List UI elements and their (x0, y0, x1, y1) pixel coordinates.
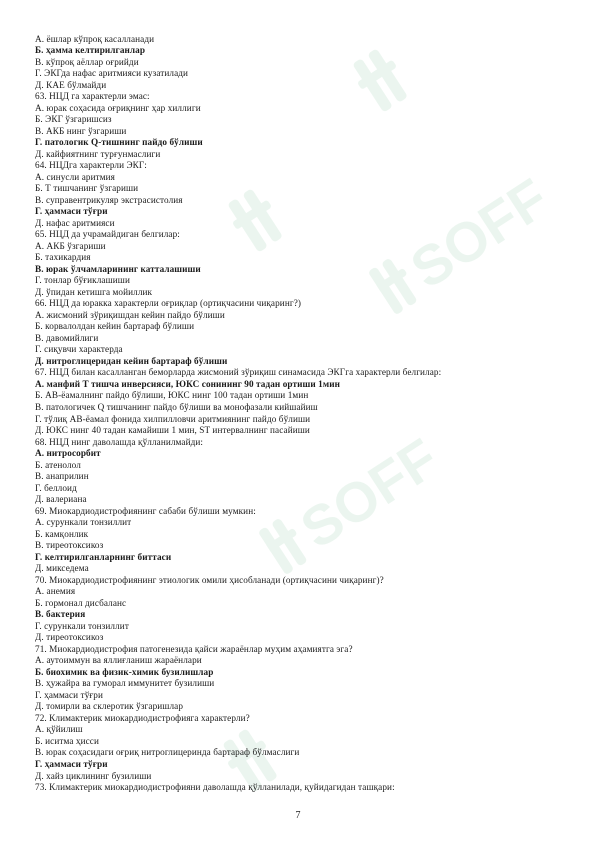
text-line: Д. микседема (35, 563, 89, 574)
answer-line-correct: Г. ҳаммаси тўғри (35, 758, 108, 769)
text-line: Б. иситма ҳисси (35, 735, 100, 746)
text-line: Б. АВ-ёамалнинг пайдо бўлиши, ЮКС нинг 100 тадан ортиши 1мин (35, 390, 309, 401)
text-line: В. ҳужайра ва гуморал иммунитет бузилиши (35, 678, 215, 689)
watermark-text: SOFF (399, 166, 560, 301)
text-line: Г. тонлар бўғиклашиши (35, 275, 130, 286)
text-line: Б. корвалолдан кейин бартараф бўлиши (35, 321, 195, 332)
text-line: 69. Миокардиодистрофиянинг сабаби бўлиши мумкин: (35, 505, 256, 516)
text-line: А. синусли аритмия (35, 171, 115, 182)
text-line: Б. тахикардия (35, 252, 91, 263)
text-line: В. АКБ нинг ўзгариши (35, 125, 127, 136)
text-line: А. ёшлар кўпроқ касалланади (35, 33, 155, 44)
text-line: 66. НЦД да юракка характерли оғриқлар (ортиқчасини чиқаринг?) (35, 298, 302, 309)
text-line: Д. ўпидан кетишга мойиллик (35, 286, 153, 297)
text-line: Д. нафас аритмияси (35, 217, 115, 228)
text-line: Д. КАЕ бўлмайди (35, 79, 107, 90)
answer-line-correct: Б. ҳамма келтирилганлар (35, 45, 146, 56)
text-line: Г. ЭКГда нафас аритмияси кузатилади (35, 68, 189, 79)
text-line: В. суправентрикуляр экстрасистолия (35, 194, 183, 205)
text-line: Д. тиреотоксикоз (35, 632, 104, 643)
answer-line-correct: Г. келтирилганларнинг биттаси (35, 551, 172, 562)
text-line: В. тиреотоксикоз (35, 540, 104, 551)
text-line: В. патологичек Q тишчанинг пайдо бўлиши ва монофазали кийшайиш (35, 402, 318, 412)
text-line: А. жисмоний зўриқишдан кейин пайдо бўлиши (35, 309, 225, 320)
page-number: 7 (295, 810, 301, 821)
watermark-text: SOFF (289, 426, 450, 561)
text-line: Б. ЭКГ ўзгаришсиз (35, 114, 112, 125)
text-line: Г. беллоид (35, 482, 77, 493)
text-line: Д. валериана (35, 494, 87, 505)
text-line: В. юрак соҳасидаги оғриқ нитроглицеринда бартараф бўлмаслиги (35, 747, 300, 758)
answer-line-correct: В. юрак ўлчамларининг катталашиши (35, 263, 201, 274)
text-line: В. давомийлиги (35, 332, 99, 343)
answer-line-correct: Д. нитроглицеридан кейин бартараф бўлиши (35, 355, 228, 366)
text-line: А. қўйилиш (35, 724, 83, 735)
text-line: 72. Климактерик миокардиодистрофияга характерли? (35, 712, 250, 723)
text-line: Д. хайз циклининг бузилиши (35, 770, 152, 781)
text-line: 71. Миокардиодистрофия патогенезида қайси жараёнлар муҳим аҳамиятга эга? (35, 643, 353, 654)
text-line: А. анемия (35, 586, 76, 597)
text-line: В. кўпроқ аёллар оғрийди (35, 56, 139, 67)
text-line: 70. Миокардиодистрофиянинг этиологик омили ҳисобланади (ортиқчасини чиқаринг)? (35, 574, 384, 585)
text-line: Г. ҳаммаси тўғри (35, 689, 103, 700)
text-line: А. сурункали тонзиллит (35, 517, 132, 528)
answer-line-correct: Б. биохимик ва физик-химик бузилишлар (35, 666, 214, 677)
text-line: 68. НЦД нинг даволашда қўлланилмайди: (35, 436, 204, 447)
text-line: Г. сиқувчи характерда (35, 344, 123, 355)
text-line: В. анаприлин (35, 471, 89, 482)
text-line: Б. Т тишчанинг ўзгариши (35, 183, 139, 194)
text-line: Д. томирли ва склеротик ўзгаришлар (35, 701, 184, 712)
answer-line-correct: В. бактерия (35, 609, 86, 620)
text-line: 65. НЦД да учрамайдиган белгилар: (35, 229, 180, 240)
text-line: А. АКБ ўзгариши (35, 240, 106, 251)
text-line: 73. Климактерик миокардиодистрофияни даволашда қўлланилади, қуйидагидан ташқари: (35, 782, 395, 793)
text-line: Д. кайфиятнинг турғунмаслиги (35, 148, 161, 159)
text-line: 64. НЦДга характерли ЭКГ: (35, 160, 147, 171)
text-line: Г. сурункали тонзиллит (35, 620, 129, 631)
text-line: Б. гормонал дисбаланс (35, 597, 127, 608)
text-line: А. аутоиммун ва яллиғланиш жараёнлари (35, 655, 202, 666)
text-line: Б. камқонлик (35, 528, 89, 539)
answer-line-correct: Г. патологик Q-тишнинг пайдо бўлиши (35, 137, 203, 148)
text-line: Д. ЮКС нинг 40 тадан камайиши 1 мин, ST интервалнинг пасайиши (35, 425, 310, 436)
answer-line-correct: А. нитросорбит (35, 448, 101, 459)
text-line: 67. НЦД билан касалланган беморларда жисмоний зўриқиш синамасида ЭКГга характерли белгилар: (35, 367, 442, 378)
text-line: Г. тўлиқ АВ-ёамал фонида хилпилловчи аритмиянинг пайдо бўлиши (35, 413, 311, 424)
answer-line-correct: А. манфий Т тишча инверсияси, ЮКС сонининг 90 тадан ортиши 1мин (35, 378, 340, 389)
answer-line-correct: Г. ҳаммаси тўғри (35, 206, 108, 217)
question-list (35, 34, 565, 794)
text-line: 63. НЦД га характерли эмас: (35, 91, 150, 102)
text-line: Б. атенолол (35, 459, 81, 470)
text-line: А. юрак соҳасида оғриқнинг ҳар хиллиги (35, 102, 201, 113)
